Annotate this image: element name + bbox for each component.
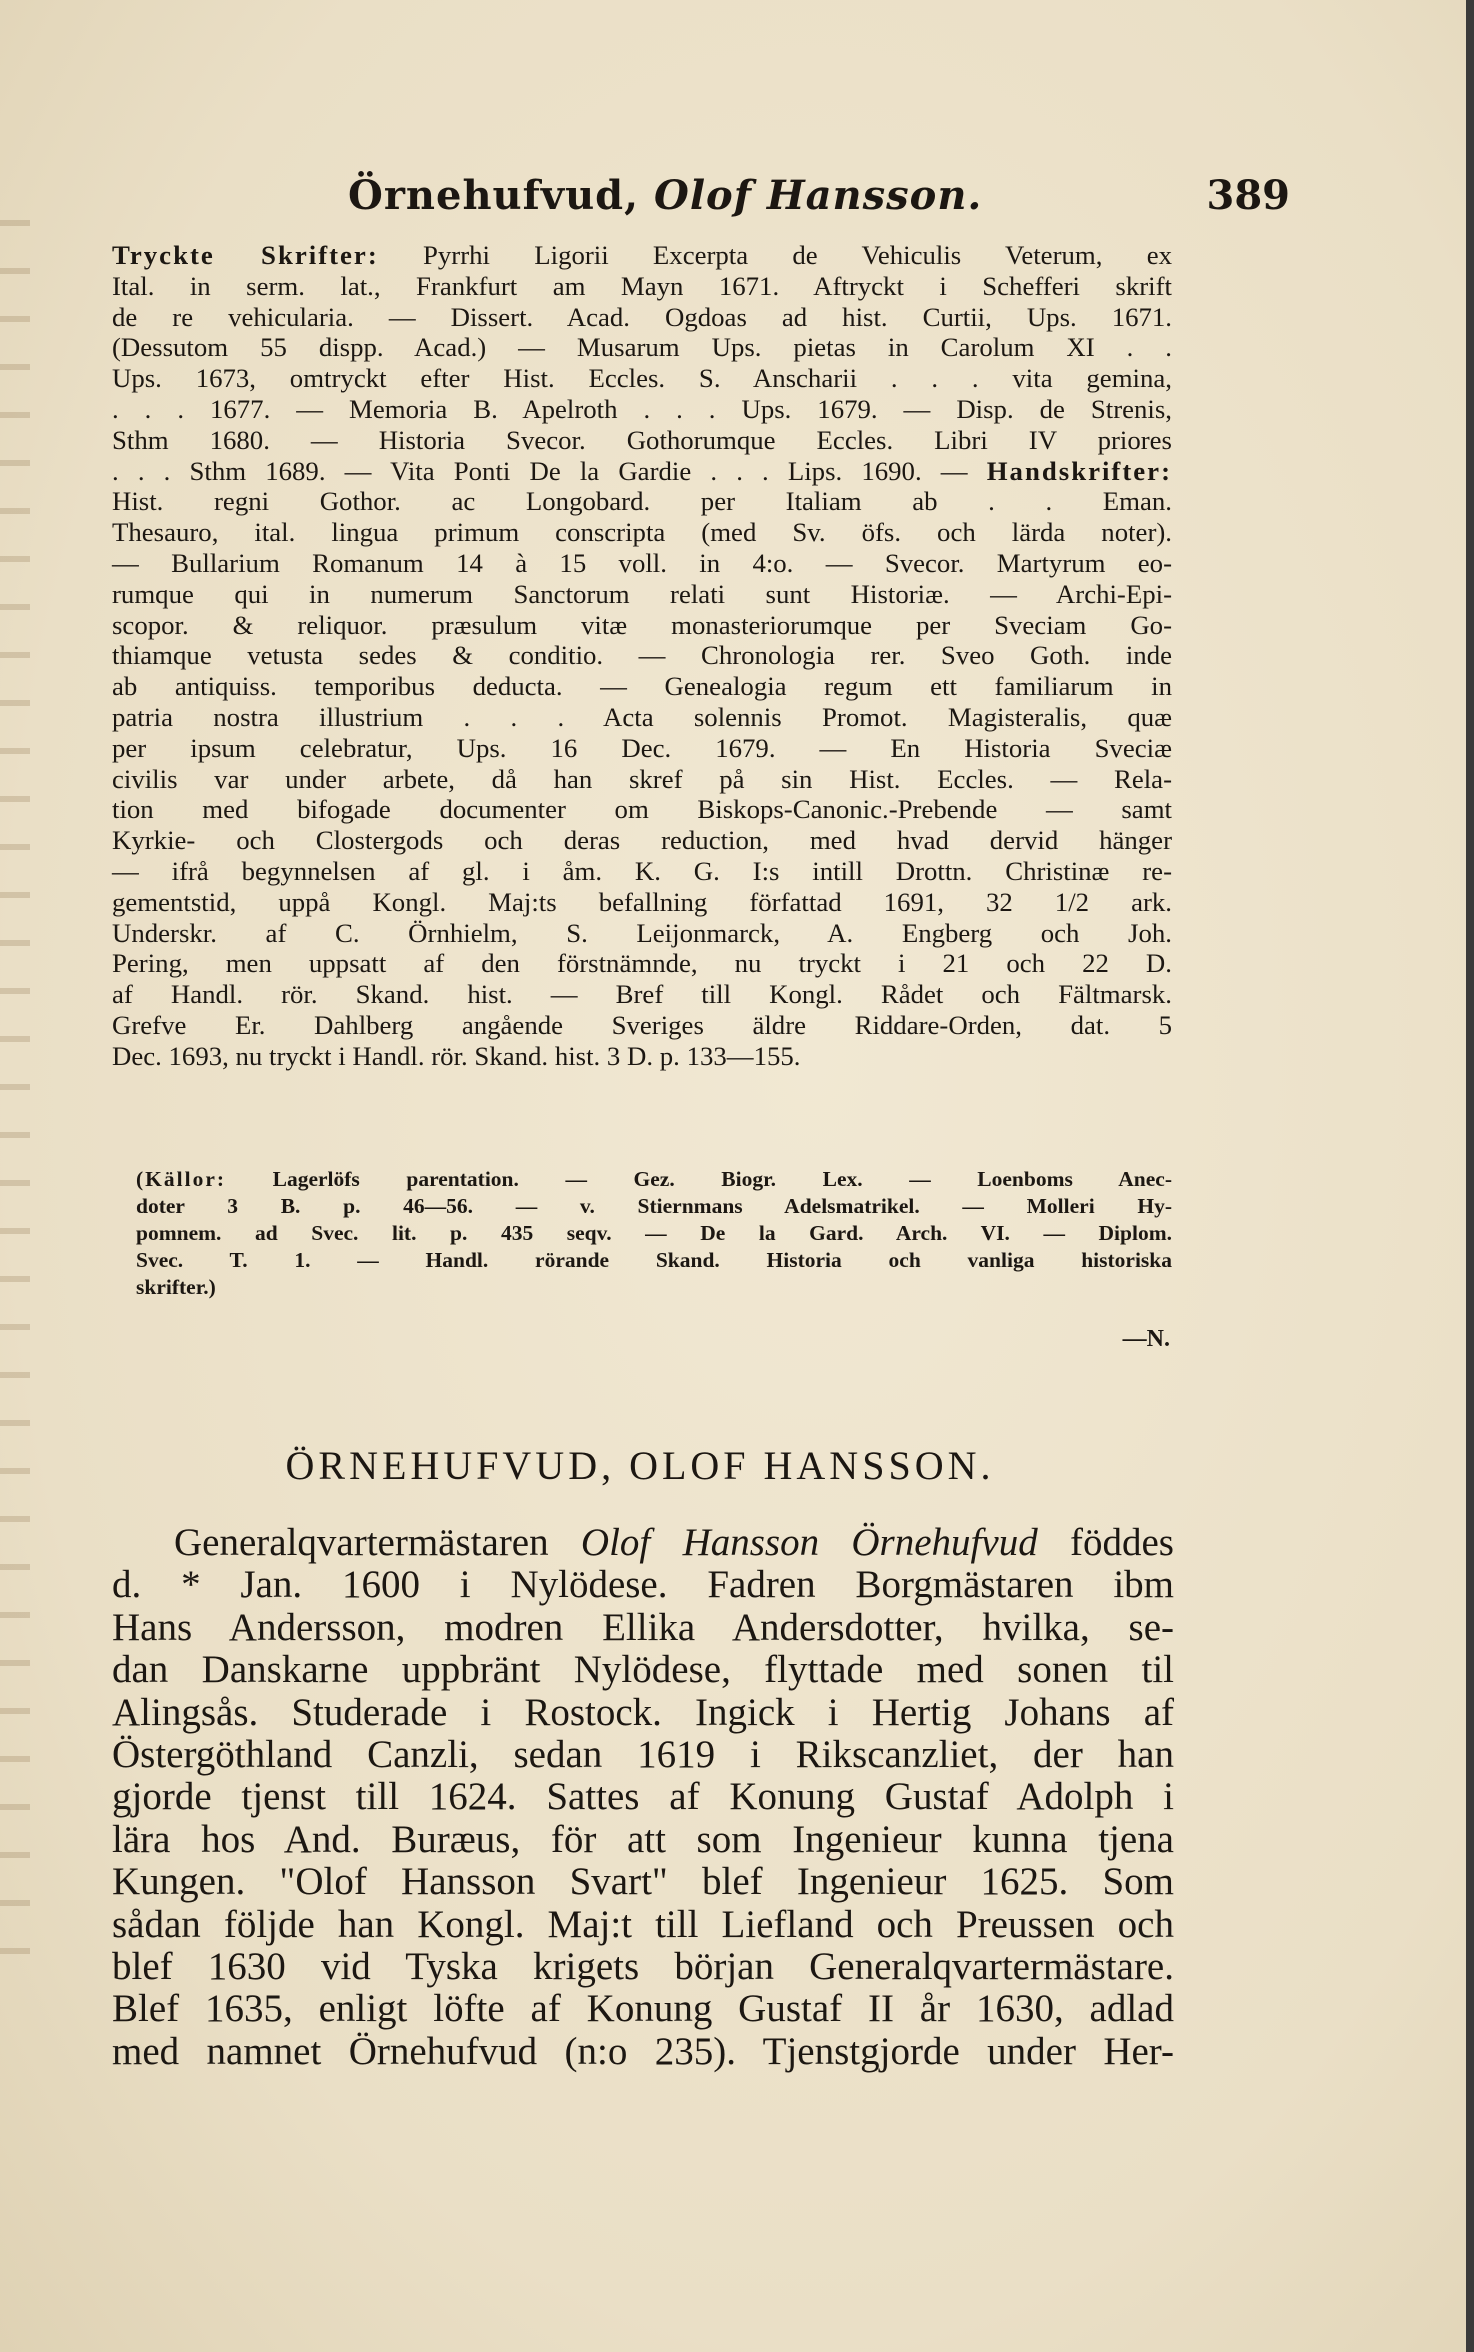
writings-line: thiamque vetusta sedes & conditio. — Chronologia rer. Sveo Goth. inde: [112, 640, 1172, 671]
writings-line: civilis var under arbete, då han skref på sin Hist. Eccles. — Rela-: [112, 763, 1172, 794]
subject-name: Olof Hansson Örnehufvud: [580, 1521, 1038, 1564]
writings-line: Tryckte Skrifter: Pyrrhi Ligorii Excerpta de Vehiculis Veterum, ex: [112, 240, 1172, 270]
binding-edge: [0, 220, 30, 1970]
writings-line: (Dessutom 55 dispp. Acad.) — Musarum Ups. pietas in Carolum XI . .: [112, 332, 1172, 363]
writings-line: Thesauro, ital. lingua primum conscripta (med Sv. öfs. och lärda noter).: [112, 517, 1172, 548]
writings-line: Grefve Er. Dahlberg angående Sveriges äldre Riddare-Orden, dat. 5: [112, 1009, 1172, 1040]
writings-label-printed: Tryckte Skrifter:: [112, 240, 379, 270]
bio-line: Hans Andersson, modren Ellika Andersdotter, hvilka, se-: [112, 1605, 1174, 1649]
bio-line: sådan följde han Kongl. Maj:t till Liefland och Preussen och: [112, 1902, 1174, 1946]
writings-line: gementstid, uppå Kongl. Maj:ts befallning författad 1691, 32 1/2 ark.: [112, 886, 1172, 917]
bio-line: Kungen. "Olof Hansson Svart" blef Ingenieur 1625. Som: [112, 1860, 1174, 1904]
writings-line: tion med bifogade documenter om Biskops-Canonic.-Prebende — samt: [112, 794, 1172, 825]
bio-line: lära hos And. Buræus, för att som Ingenieur kunna tjena: [112, 1817, 1174, 1861]
writings-line: — Bullarium Romanum 14 à 15 voll. in 4:o. — Svecor. Martyrum eo-: [112, 547, 1172, 578]
header-given-name: Olof Hansson.: [653, 172, 983, 219]
sources-line: skrifter.): [136, 1275, 216, 1299]
running-header: [110, 172, 1290, 232]
bio-line: Blef 1635, enligt löfte af Konung Gustaf II år 1630, adlad: [112, 1987, 1174, 2031]
bio-line: dan Danskarne uppbränt Nylödese, flyttade med sonen til: [112, 1648, 1174, 1692]
sources-line: doter 3 B. p. 46—56. — v. Stiernmans Adelsmatrikel. — Molleri Hy-: [136, 1194, 1172, 1218]
writings-line: de re vehicularia. — Dissert. Acad. Ogdoas ad hist. Curtii, Ups. 1671.: [112, 301, 1172, 332]
writings-line: Kyrkie- och Clostergods och deras reduction, med hvad dervid hänger: [112, 825, 1172, 856]
writings-line: patria nostra illustrium . . . Acta solennis Promot. Magisteralis, quæ: [112, 701, 1172, 732]
sources-line: (Källor: Lagerlöfs parentation. — Gez. Biogr. Lex. — Loenboms Anec-: [136, 1167, 1172, 1191]
bio-line: blef 1630 vid Tyska krigets början Generalqvartermästare.: [112, 1945, 1174, 1989]
writings-line: rumque qui in numerum Sanctorum relati sunt Historiæ. — Archi-Epi-: [112, 578, 1172, 609]
writings-line: . . . 1677. — Memoria B. Apelroth . . . Ups. 1679. — Disp. de Strenis,: [112, 393, 1172, 424]
bio-line: Generalqvartermästaren Olof Hansson Örnehufvud föddes: [174, 1521, 1174, 1564]
bio-line: med namnet Örnehufvud (n:o 235). Tjenstgjorde under Her-: [112, 2029, 1174, 2073]
writings-line: . . . Sthm 1689. — Vita Ponti De la Gardie . . . Lips. 1690. — Handskrifter:: [112, 455, 1172, 486]
printed-writings-section: [112, 240, 1172, 1072]
writings-line: Hist. regni Gothor. ac Longobard. per Italiam ab . . Eman.: [112, 486, 1172, 517]
bio-line: d. * Jan. 1600 i Nylödese. Fadren Borgmästaren ibm: [112, 1563, 1174, 1607]
header-title: [348, 172, 982, 219]
biography-text: [112, 1522, 1174, 2073]
writings-line: Pering, men uppsatt af den förstnämnde, nu tryckt i 21 och 22 D.: [112, 948, 1172, 979]
writings-line: per ipsum celebratur, Ups. 16 Dec. 1679. — En Historia Sveciæ: [112, 732, 1172, 763]
bio-line: Östergöthland Canzli, sedan 1619 i Rikscanzliet, der han: [112, 1733, 1174, 1777]
sources-line: Svec. T. 1. — Handl. rörande Skand. Historia och vanliga historiska: [136, 1248, 1172, 1272]
bio-line: Alingsås. Studerade i Rostock. Ingick i Hertig Johans af: [112, 1690, 1174, 1734]
writings-line: ab antiquiss. temporibus deducta. — Genealogia regum ett familiarum in: [112, 671, 1172, 702]
header-surname: Örnehufvud,: [348, 172, 640, 219]
page-edge-shadow: [1466, 0, 1474, 2352]
sources-label: (Källor:: [136, 1167, 227, 1191]
writings-line: Ital. in serm. lat., Frankfurt am Mayn 1671. Aftryckt i Schefferi skrift: [112, 270, 1172, 301]
writings-label-manuscripts: Handskrifter:: [986, 455, 1172, 486]
writings-line: Dec. 1693, nu tryckt i Handl. rör. Skand. hist. 3 D. p. 133—155.: [112, 1040, 801, 1071]
writings-line: — ifrå begynnelsen af gl. i åm. K. G. I:s intill Drottn. Christinæ re-: [112, 855, 1172, 886]
section-heading: ÖRNEHUFVUD, OLOF HANSSON.: [285, 1443, 995, 1488]
writings-line: Ups. 1673, omtryckt efter Hist. Eccles. S. Anscharii . . . vita gemina,: [112, 363, 1172, 394]
sources-line: pomnem. ad Svec. lit. p. 435 seqv. — De la Gard. Arch. VI. — Diplom.: [136, 1221, 1172, 1245]
sources-section: [136, 1166, 1172, 1301]
bio-line: gjorde tjenst till 1624. Sattes af Konung Gustaf Adolph i: [112, 1775, 1174, 1819]
writings-line: af Handl. rör. Skand. hist. — Bref till Kongl. Rådet och Fältmarsk.: [112, 979, 1172, 1010]
writings-line: scopor. & reliquor. præsulum vitæ monasteriorumque per Sveciam Go-: [112, 609, 1172, 640]
author-signature: —N.: [1122, 1326, 1170, 1352]
writings-line: Underskr. af C. Örnhielm, S. Leijonmarck, A. Engberg och Joh.: [112, 917, 1172, 948]
page-number: 389: [1206, 172, 1290, 219]
writings-line: Sthm 1680. — Historia Svecor. Gothorumque Eccles. Libri IV priores: [112, 424, 1172, 455]
